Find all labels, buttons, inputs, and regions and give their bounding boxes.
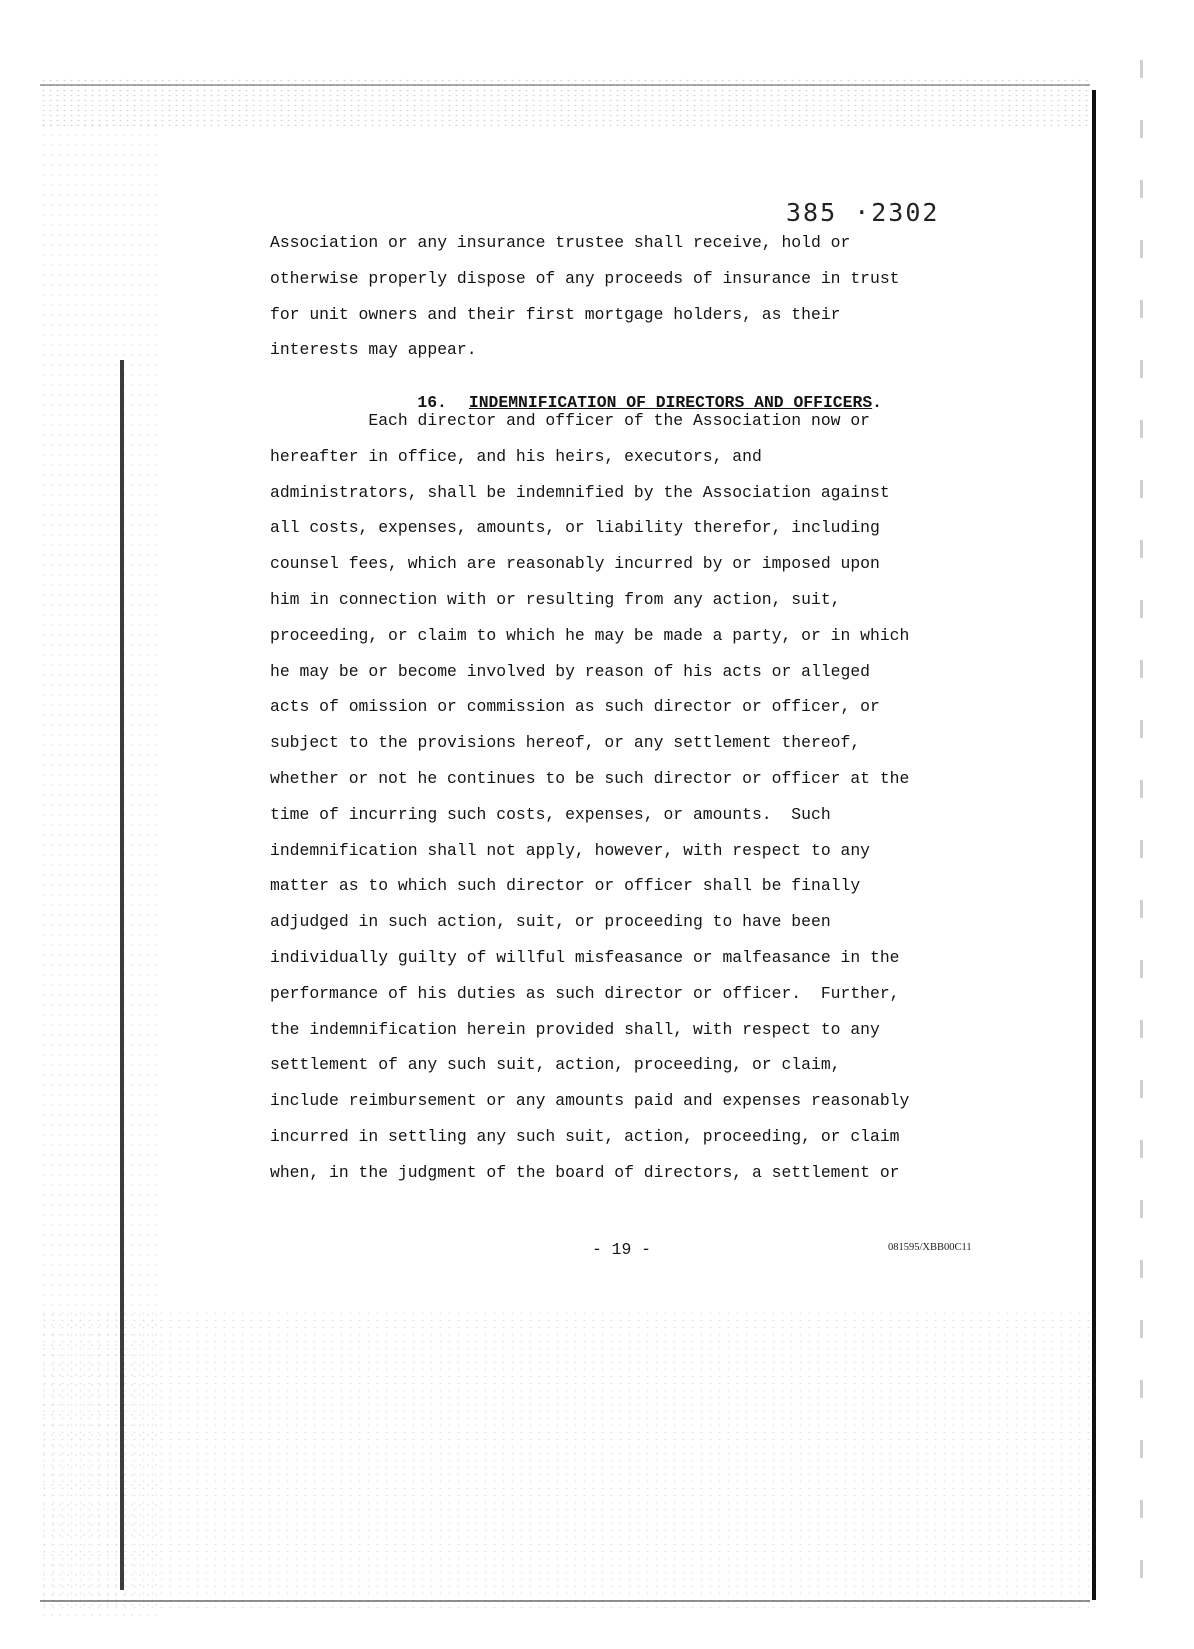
scan-edge-marks bbox=[1140, 60, 1160, 1620]
text-line: interests may appear. bbox=[270, 340, 477, 360]
continued-paragraph bbox=[270, 228, 990, 371]
scan-right-border bbox=[1092, 90, 1096, 1600]
section-number: 16. bbox=[417, 393, 447, 412]
scan-top-edge bbox=[40, 84, 1090, 86]
text-line: all costs, expenses, amounts, or liability therefor, including bbox=[270, 518, 880, 538]
text-line: for unit owners and their first mortgage holders, as their bbox=[270, 304, 841, 324]
scan-noise-bottom bbox=[40, 1310, 1090, 1610]
text-line: settlement of any such suit, action, proceeding, or claim, bbox=[270, 1055, 841, 1075]
text-line: proceeding, or claim to which he may be made a party, or in which bbox=[270, 625, 910, 645]
text-line: adjudged in such action, suit, or proceeding to have been bbox=[270, 912, 831, 932]
section-title: INDEMNIFICATION OF DIRECTORS AND OFFICERS bbox=[468, 393, 873, 412]
text-line: matter as to which such director or officer shall be finally bbox=[270, 876, 861, 896]
text-line: incurred in settling any such suit, action, proceeding, or claim bbox=[270, 1126, 900, 1146]
text-line: the indemnification herein provided shall, with respect to any bbox=[270, 1019, 880, 1039]
text-line: subject to the provisions hereof, or any settlement thereof, bbox=[270, 733, 861, 753]
section-title-period: . bbox=[872, 393, 882, 412]
text-line: Each director and officer of the Association now or bbox=[270, 411, 870, 430]
document-id: 081595/XBB00C11 bbox=[888, 1242, 972, 1253]
text-line: acts of omission or commission as such director or officer, or bbox=[270, 697, 880, 717]
scan-left-border bbox=[120, 360, 124, 1590]
book-page-stamp: 385 ·2302 bbox=[786, 198, 940, 227]
text-line: counsel fees, which are reasonably incurred by or imposed upon bbox=[270, 554, 880, 574]
text-line: time of incurring such costs, expenses, or amounts. Such bbox=[270, 804, 831, 824]
text-line: hereafter in office, and his heirs, executors, and bbox=[270, 446, 762, 466]
text-line: him in connection with or resulting from any action, suit, bbox=[270, 589, 841, 609]
page-number: - 19 - bbox=[592, 1240, 652, 1259]
text-line: indemnification shall not apply, however, with respect to any bbox=[270, 840, 870, 860]
text-line: administrators, shall be indemnified by the Association against bbox=[270, 482, 890, 502]
text-line: he may be or become involved by reason of his acts or alleged bbox=[270, 661, 870, 681]
text-line: performance of his duties as such director or officer. Further, bbox=[270, 983, 900, 1003]
text-line: when, in the judgment of the board of directors, a settlement or bbox=[270, 1162, 900, 1182]
section-body bbox=[270, 406, 990, 1194]
text-line: Association or any insurance trustee shall receive, hold or bbox=[270, 233, 851, 252]
text-line: individually guilty of willful misfeasance or malfeasance in the bbox=[270, 947, 900, 967]
text-line: otherwise properly dispose of any proceeds of insurance in trust bbox=[270, 268, 900, 288]
text-line: include reimbursement or any amounts paid and expenses reasonably bbox=[270, 1091, 910, 1111]
text-line: whether or not he continues to be such director or officer at the bbox=[270, 768, 910, 788]
scan-bottom-edge bbox=[40, 1600, 1090, 1602]
